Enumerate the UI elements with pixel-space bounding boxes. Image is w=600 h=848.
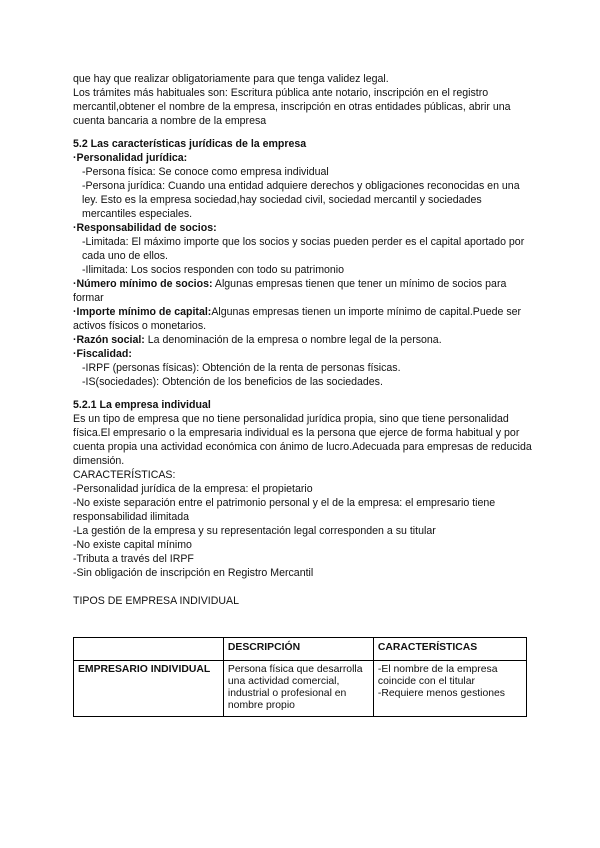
irpf-text: -IRPF (personas físicas): Obtención de la renta de personas físicas. xyxy=(82,362,401,374)
responsabilidad-label: ·Responsabilidad de socios: xyxy=(73,222,217,234)
numero-label: ·Número mínimo de socios: xyxy=(73,278,213,290)
intro-line-2: Los trámites más habituales son: Escritura pública ante notario, inscripción en el registro mercantil,obtener el nombre de la empresa, inscripción en otras entidades públicas, abrir una cuenta bancaria a nombre de la empresa xyxy=(73,87,511,127)
header-empty xyxy=(74,638,224,661)
tipos-table xyxy=(73,637,527,717)
importe-label: ·Importe mínimo de capital: xyxy=(73,306,212,318)
row-caract-1: -El nombre de la empresa coincide con el titular xyxy=(377,664,498,687)
caracteristica-item-1: -Personalidad jurídica de la empresa: el propietario xyxy=(73,483,313,495)
tipos-title: TIPOS DE EMPRESA INDIVIDUAL xyxy=(73,595,240,607)
numero-socios-paragraph xyxy=(73,277,533,305)
persona-juridica-text: -Persona jurídica: Cuando una entidad adquiere derechos y obligaciones reconocidas en una ley. Esto es la empresa sociedad,hay sociedad civil, sociedad mercantil y sociedades mercantiles especiales. xyxy=(82,180,520,220)
section-5-2-1-title: 5.2.1 La empresa individual xyxy=(73,399,211,411)
section-5-2-title: 5.2 Las características jurídicas de la empresa xyxy=(73,138,307,150)
document-page xyxy=(73,72,533,717)
caracteristica-item-6: -Sin obligación de inscripción en Registro Mercantil xyxy=(73,567,314,579)
persona-fisica-text: -Persona física: Se conoce como empresa individual xyxy=(82,166,329,178)
razon-label: ·Razón social: xyxy=(73,334,145,346)
row-caracteristicas-cell xyxy=(373,661,526,717)
limitada-text: -Limitada: El máximo importe que los socios y socias pueden perder es el capital aportado por cada uno de ellos. xyxy=(82,236,525,262)
personalidad-label: ·Personalidad jurídica: xyxy=(73,152,188,164)
header-descripcion: DESCRIPCIÓN xyxy=(223,638,373,661)
fiscalidad-label: ·Fiscalidad: xyxy=(73,348,132,360)
row-caract-2: -Requiere menos gestiones xyxy=(377,688,505,699)
importe-text: Algunas empresas tienen un importe mínimo de capital.Puede ser activos físicos o monetarios. xyxy=(73,306,522,332)
caracteristica-item-2: -No existe separación entre el patrimonio personal y el de la empresa: el empresario tiene responsabilidad ilimitada xyxy=(73,497,496,523)
caracteristicas-label: CARACTERÍSTICAS: xyxy=(73,469,176,481)
razon-text: La denominación de la empresa o nombre legal de la persona. xyxy=(144,334,442,346)
table-header-row xyxy=(74,638,527,661)
importe-capital-paragraph xyxy=(73,305,533,333)
numero-text: Algunas empresas tienen que tener un mínimo de socios para formar xyxy=(73,278,507,304)
row-name-cell: EMPRESARIO INDIVIDUAL xyxy=(74,661,224,717)
header-caracteristicas: CARACTERÍSTICAS xyxy=(373,638,526,661)
razon-social-paragraph xyxy=(73,333,533,347)
row-descripcion-cell: Persona física que desarrolla una actividad comercial, industrial o profesional en nombre propio xyxy=(223,661,373,717)
caracteristica-item-4: -No existe capital mínimo xyxy=(73,539,192,551)
table-row xyxy=(74,661,527,717)
caracteristica-item-5: -Tributa a través del IRPF xyxy=(73,553,194,565)
ilimitada-text: -Ilimitada: Los socios responden con todo su patrimonio xyxy=(82,264,345,276)
intro-line-1: que hay que realizar obligatoriamente para que tenga validez legal. xyxy=(73,73,389,85)
caracteristica-item-3: -La gestión de la empresa y su representación legal corresponden a su titular xyxy=(73,525,436,537)
is-text: -IS(sociedades): Obtención de los beneficios de las sociedades. xyxy=(82,376,383,388)
empresa-individual-paragraph: Es un tipo de empresa que no tiene personalidad jurídica propia, sino que tiene personalidad física.El empresario o la empresaria individual es la persona que ejerce de forma habitual y por cuenta propia una actividad económica con ánimo de lucro.Adecuada para empresas de reducida dimensión. xyxy=(73,413,532,467)
